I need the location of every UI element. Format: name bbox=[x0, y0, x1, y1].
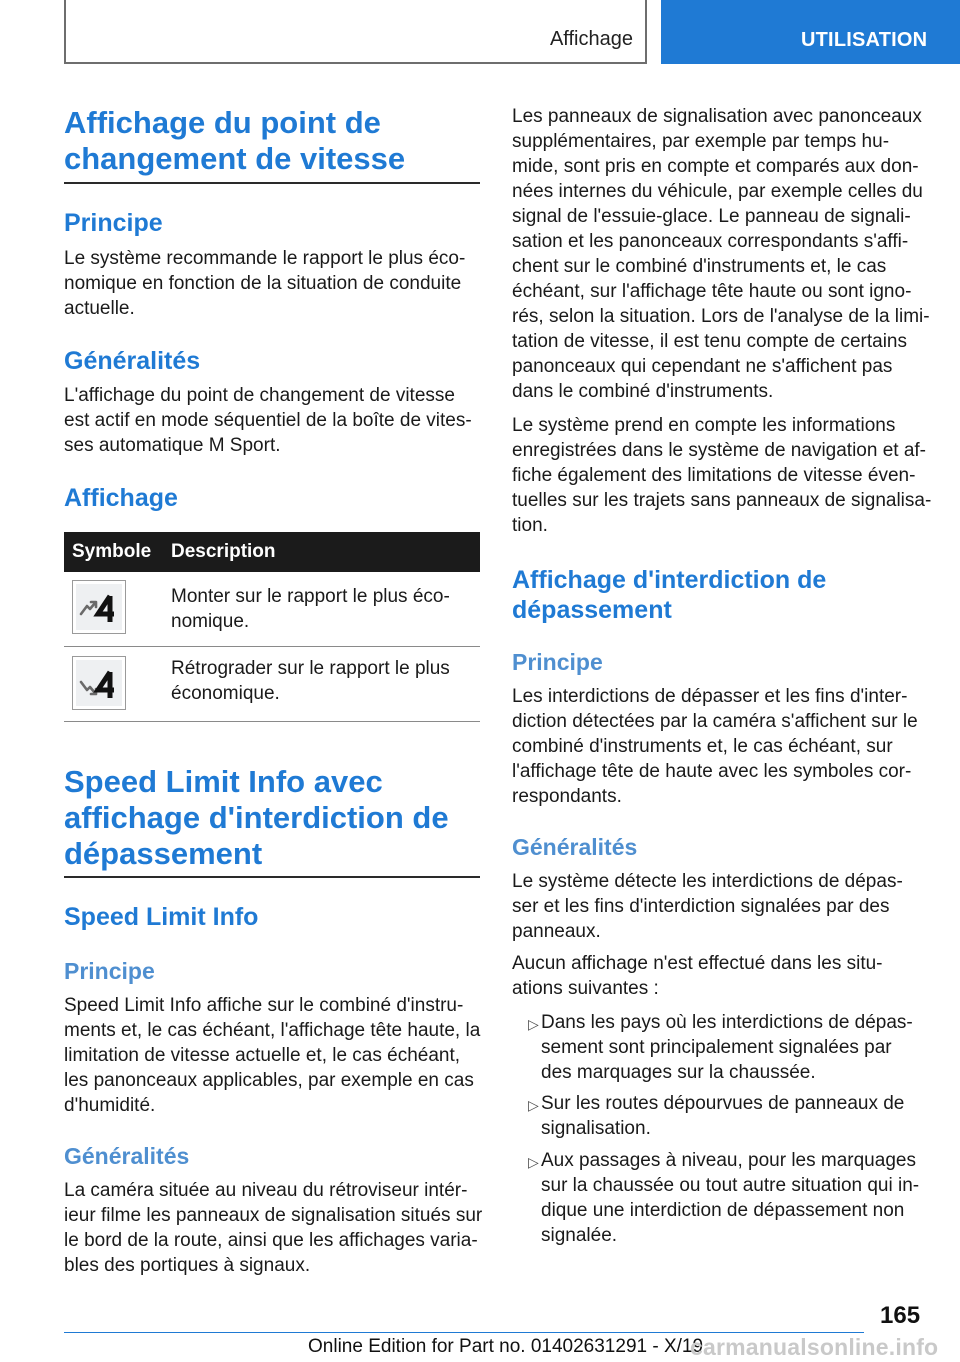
text-line: Les panneaux de signalisation avec panonceaux bbox=[512, 106, 922, 127]
text-line: Monter sur le rapport le plus éco- bbox=[171, 586, 450, 607]
subheading-principe: Principe bbox=[64, 958, 155, 984]
table-header-symbole: Symbole bbox=[72, 541, 152, 562]
text-line: dans le combiné d'instruments. bbox=[512, 381, 774, 402]
text-line: tion. bbox=[512, 515, 548, 536]
table-cell-description bbox=[171, 584, 471, 634]
heading-line: dépassement bbox=[512, 596, 672, 624]
heading-speed-limit-info bbox=[64, 764, 449, 872]
heading-shift-point bbox=[64, 105, 405, 177]
text-line: L'affichage du point de changement de vitesse bbox=[64, 385, 455, 406]
heading-line: dépassement bbox=[64, 836, 263, 871]
subheading-generalites: Généralités bbox=[64, 347, 201, 375]
subheading-generalites: Généralités bbox=[512, 834, 638, 860]
text-line: sur la chaussée ou tout autre situation qui in- bbox=[541, 1175, 920, 1196]
heading-rule bbox=[64, 182, 480, 184]
paragraph-aucun-affichage bbox=[512, 951, 932, 1001]
triangle-bullet-icon: ▷ bbox=[528, 1016, 539, 1032]
header-section-title: Affichage bbox=[549, 28, 633, 50]
text-line: Les interdictions de dépasser et les fins d'inter- bbox=[512, 686, 908, 707]
text-line: bles des portiques à signaux. bbox=[64, 1255, 311, 1276]
downshift-arrow-4-icon bbox=[72, 656, 126, 710]
text-line: tuelles sur les trajets sans panneaux de signalisa- bbox=[512, 490, 932, 511]
text-line: Aucun affichage n'est effectué dans les situ- bbox=[512, 953, 883, 974]
subheading-principe: Principe bbox=[512, 649, 603, 675]
header-chapter-title: UTILISATION bbox=[801, 29, 928, 51]
text-line: panneaux. bbox=[512, 921, 601, 942]
paragraph-sli-principe bbox=[64, 993, 484, 1118]
paragraph-generalites bbox=[64, 383, 484, 458]
list-item bbox=[541, 1091, 931, 1141]
text-line: respondants. bbox=[512, 786, 622, 807]
text-line: tation de vitesse, il est tenu compte de certains bbox=[512, 331, 907, 352]
text-line: d'humidité. bbox=[64, 1095, 156, 1116]
text-line: ieur filme les panneaux de signalisation situés sur bbox=[64, 1205, 483, 1226]
text-line: nées internes du véhicule, par exemple celles du bbox=[512, 181, 923, 202]
paragraph-principe bbox=[64, 246, 484, 321]
text-line: Le système recommande le rapport le plus éco- bbox=[64, 248, 466, 269]
table-cell-description bbox=[171, 656, 471, 706]
text-line: combiné d'instruments et, le cas échéant, sur bbox=[512, 736, 893, 757]
subheading-principe: Principe bbox=[64, 209, 163, 237]
triangle-bullet-icon: ▷ bbox=[528, 1097, 539, 1113]
text-line: nomique en fonction de la situation de conduite bbox=[64, 273, 462, 294]
text-line: mide, sont pris en compte et comparés aux don- bbox=[512, 156, 919, 177]
text-line: limitation de vitesse actuelle et, le cas échéant, bbox=[64, 1045, 461, 1066]
page-number: 165 bbox=[880, 1302, 921, 1329]
text-line: ments et, le cas échéant, l'affichage tête haute, la bbox=[64, 1020, 481, 1041]
paragraph-panonceaux bbox=[512, 104, 932, 404]
text-line: diction détectées par la caméra s'affichent sur le bbox=[512, 711, 918, 732]
text-line: fiche également des limitations de vitesse éven- bbox=[512, 465, 916, 486]
heading-overtake-display bbox=[512, 565, 826, 625]
text-line: Sur les routes dépourvues de panneaux de bbox=[541, 1093, 905, 1114]
text-line: les panonceaux applicables, par exemple en cas bbox=[64, 1070, 474, 1091]
text-line: l'affichage tête de haute avec les symboles cor- bbox=[512, 761, 912, 782]
heading-line: Affichage du point de bbox=[64, 105, 381, 140]
header-chapter-tab bbox=[661, 0, 960, 64]
subheading-speed-limit-info: Speed Limit Info bbox=[64, 903, 259, 931]
text-line: signal de l'essuie-glace. Le panneau de signali- bbox=[512, 206, 911, 227]
list-item bbox=[541, 1148, 931, 1248]
header-section-box bbox=[64, 0, 647, 64]
text-line: Rétrograder sur le rapport le plus bbox=[171, 658, 450, 679]
text-line: Le système prend en compte les informations bbox=[512, 415, 896, 436]
paragraph-sli-generalites bbox=[64, 1178, 484, 1278]
text-line: supplémentaires, par exemple par temps hu- bbox=[512, 131, 890, 152]
paragraph-navigation bbox=[512, 413, 932, 538]
text-line: sement sont principalement signalées par bbox=[541, 1037, 892, 1058]
text-line: panonceaux qui cependant ne s'affichent pas bbox=[512, 356, 893, 377]
heading-line: Affichage d'interdiction de bbox=[512, 566, 827, 594]
text-line: échéant, sur l'affichage tête haute ou sont igno- bbox=[512, 281, 912, 302]
table-header-description: Description bbox=[171, 541, 276, 562]
text-line: sation et les panonceaux correspondants s'affi- bbox=[512, 231, 909, 252]
footer-rule bbox=[64, 1332, 864, 1333]
heading-line: Speed Limit Info avec bbox=[64, 764, 383, 799]
text-line: dique une interdiction de dépassement non bbox=[541, 1200, 905, 1221]
text-line: La caméra située au niveau du rétroviseur intér- bbox=[64, 1180, 468, 1201]
text-line: ser et les fins d'interdiction signalées par des bbox=[512, 896, 890, 917]
text-line: chent sur le combiné d'instruments et, le cas bbox=[512, 256, 887, 277]
text-line: Le système détecte les interdictions de dépas- bbox=[512, 871, 903, 892]
subheading-generalites: Généralités bbox=[64, 1143, 190, 1169]
text-line: enregistrées dans le système de navigation et af- bbox=[512, 440, 927, 461]
text-line: actuelle. bbox=[64, 298, 135, 319]
upshift-arrow-4-icon bbox=[72, 580, 126, 634]
paragraph-overtake-principe bbox=[512, 684, 932, 809]
text-line: ses automatique M Sport. bbox=[64, 435, 281, 456]
list-item bbox=[541, 1010, 931, 1085]
subheading-affichage: Affichage bbox=[64, 484, 178, 512]
text-line: est actif en mode séquentiel de la boîte de vites- bbox=[64, 410, 472, 431]
text-line: signalée. bbox=[541, 1225, 618, 1246]
text-line: le bord de la route, ainsi que les affichages varia- bbox=[64, 1230, 478, 1251]
text-line: rés, selon la situation. Lors de l'analyse de la limi- bbox=[512, 306, 930, 327]
paragraph-overtake-generalites bbox=[512, 869, 932, 944]
table-header bbox=[64, 532, 480, 572]
heading-rule bbox=[64, 876, 480, 878]
table-divider bbox=[64, 721, 480, 722]
text-line: signalisation. bbox=[541, 1118, 651, 1139]
text-line: ations suivantes : bbox=[512, 978, 659, 999]
text-line: nomique. bbox=[171, 611, 250, 632]
footer-watermark: carmanualsonline.info bbox=[690, 1334, 939, 1360]
text-line: Speed Limit Info affiche sur le combiné d'instru- bbox=[64, 995, 464, 1016]
table-divider bbox=[64, 646, 480, 647]
text-line: Aux passages à niveau, pour les marquages bbox=[541, 1150, 916, 1171]
heading-line: changement de vitesse bbox=[64, 141, 406, 176]
text-line: des marquages sur la chaussée. bbox=[541, 1062, 816, 1083]
triangle-bullet-icon: ▷ bbox=[528, 1154, 539, 1170]
text-line: économique. bbox=[171, 683, 280, 704]
text-line: Dans les pays où les interdictions de dépas- bbox=[541, 1012, 913, 1033]
footer-edition: Online Edition for Part no. 01402631291 - X/19 bbox=[308, 1336, 704, 1357]
heading-line: affichage d'interdiction de bbox=[64, 800, 449, 835]
